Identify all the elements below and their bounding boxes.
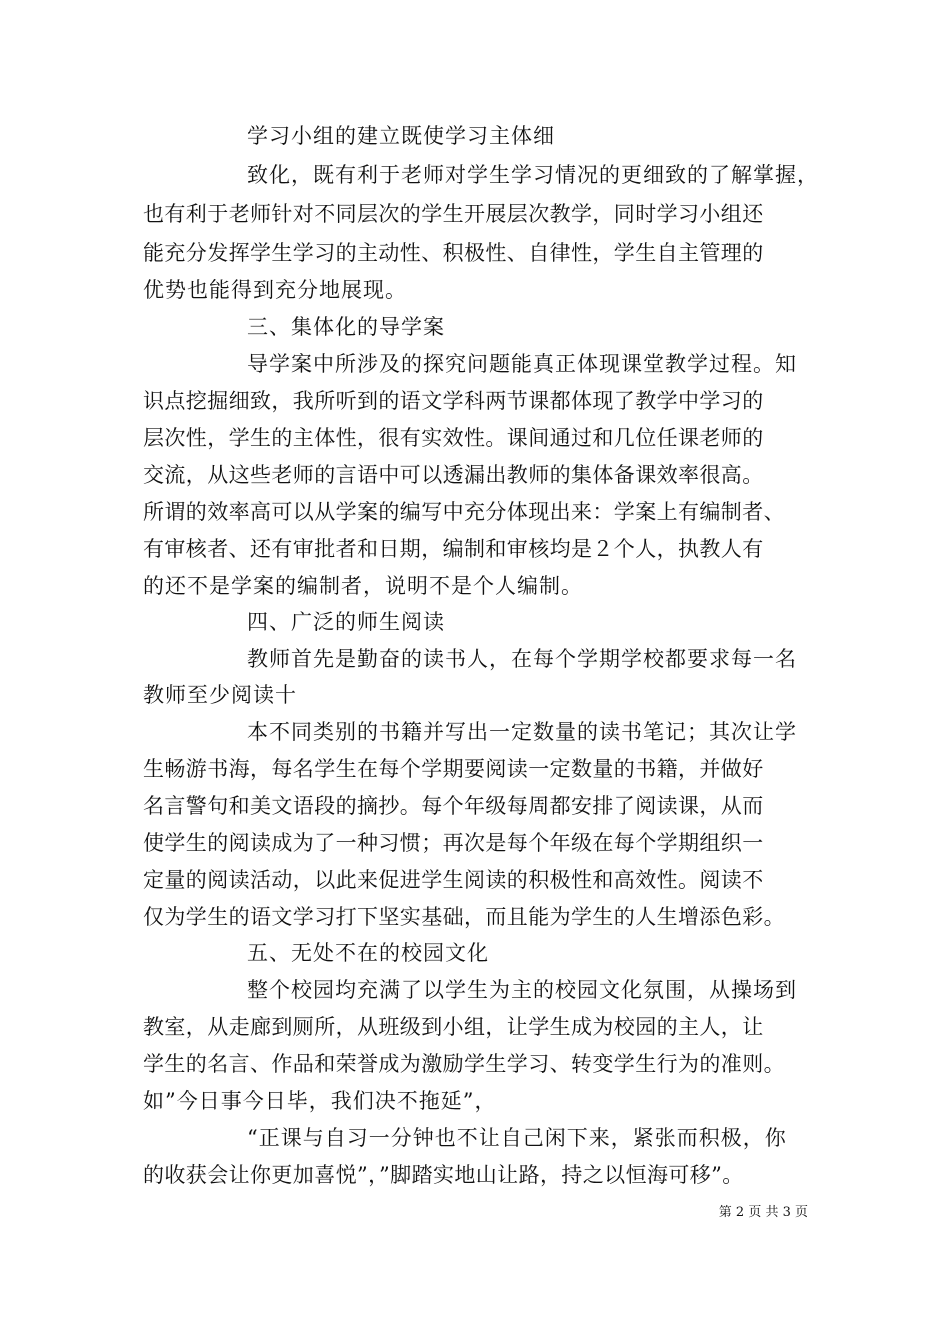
- paragraph-line: 如”今日事今日毕，我们决不拖延”，: [143, 1089, 497, 1113]
- paragraph-line: 学生的名言、作品和荣誉成为激励学生学习、转变学生行为的准则。: [143, 1052, 785, 1076]
- paragraph-line: 优势也能得到充分地展现。: [143, 278, 407, 302]
- paragraph-line: 所谓的效率高可以从学案的编写中充分体现出来：学案上有编制者、: [143, 500, 785, 524]
- paragraph-line: 交流，从这些老师的言语中可以透漏出教师的集体备课效率很高。: [143, 463, 764, 487]
- paragraph-line: 教师至少阅读十: [143, 683, 297, 707]
- paragraph-line: 生畅游书海，每名学生在每个学期要阅读一定数量的书籍，并做好: [143, 757, 764, 781]
- section-heading: 四、广泛的师生阅读: [247, 610, 445, 634]
- paragraph-line: 教室，从走廊到厕所，从班级到小组，让学生成为校园的主人，让: [143, 1015, 764, 1039]
- paragraph-line: 名言警句和美文语段的摘抄。每个年级每周都安排了阅读课，从而: [143, 794, 764, 818]
- section-heading: 五、无处不在的校园文化: [247, 941, 489, 965]
- paragraph-line: 使学生的阅读成为了一种习惯；再次是每个年级在每个学期组织一: [143, 831, 764, 855]
- paragraph-line: 层次性，学生的主体性，很有实效性。课间通过和几位任课老师的: [143, 426, 764, 450]
- paragraph-line: 能充分发挥学生学习的主动性、积极性、自律性，学生自主管理的: [143, 241, 764, 265]
- paragraph-line: “正课与自习一分钟也不让自己闲下来，紧张而积极，你: [247, 1126, 787, 1150]
- paragraph-line: 致化，既有利于老师对学生学习情况的更细致的了解掌握，: [247, 163, 819, 187]
- paragraph-line: 整个校园均充满了以学生为主的校园文化氛围，从操场到: [247, 978, 797, 1002]
- paragraph-line: 的收获会让你更加喜悦”，”脚踏实地山让路，持之以恒海可移”。: [143, 1163, 744, 1187]
- paragraph-line: 仅为学生的语文学习打下坚实基础，而且能为学生的人生增添色彩。: [143, 905, 785, 929]
- paragraph-line: 教师首先是勤奋的读书人，在每个学期学校都要求每一名: [247, 647, 797, 671]
- page-number: 第 2 页 共 3 页: [718, 1205, 808, 1220]
- paragraph-line: 的还不是学案的编制者，说明不是个人编制。: [143, 574, 583, 598]
- paragraph-line: 有审核者、还有审批者和日期，编制和审核均是２个人，执教人有: [143, 537, 764, 561]
- paragraph-line: 导学案中所涉及的探究问题能真正体现课堂教学过程。知: [247, 352, 797, 376]
- paragraph-line: 识点挖掘细致，我所听到的语文学科两节课都体现了教学中学习的: [143, 389, 764, 413]
- paragraph-line: 学习小组的建立既使学习主体细: [247, 124, 555, 148]
- paragraph-line: 定量的阅读活动，以此来促进学生阅读的积极性和高效性。阅读不: [143, 868, 764, 892]
- section-heading: 三、集体化的导学案: [247, 315, 445, 339]
- paragraph-line: 也有利于老师针对不同层次的学生开展层次教学，同时学习小组还: [143, 202, 764, 226]
- paragraph-line: 本不同类别的书籍并写出一定数量的读书笔记；其次让学: [247, 720, 797, 744]
